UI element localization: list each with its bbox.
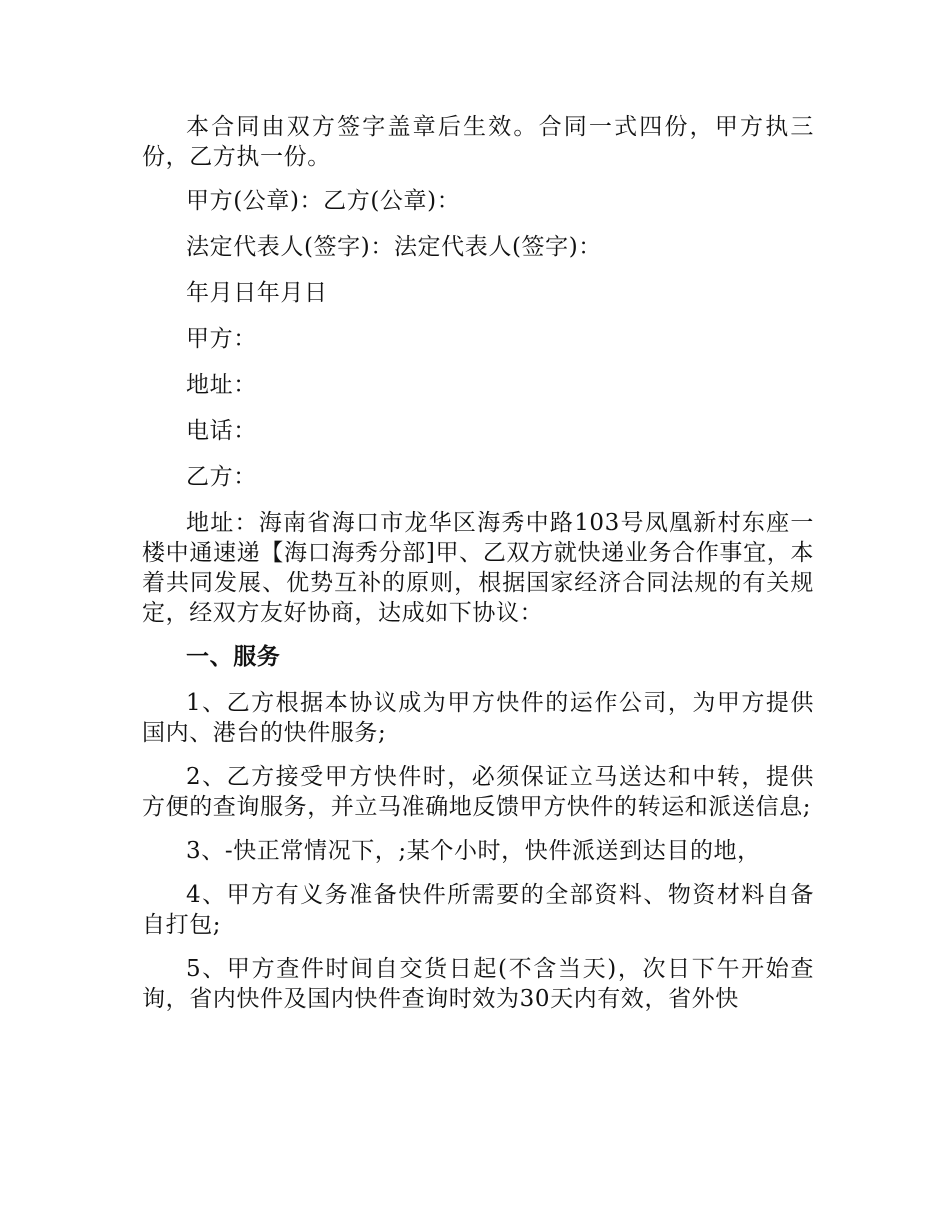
paragraph-date: 年月日年月日 <box>186 280 328 306</box>
paragraph-effect: 本合同由双方签字盖章后生效。合同一式四份，甲方执三份，乙方执一份。 <box>142 114 814 170</box>
list-item: 3、-快正常情况下，;某个小时，快件派送到达目的地， <box>186 838 761 864</box>
document-page <box>142 112 814 1028</box>
paragraph-phone: 电话： <box>186 418 257 444</box>
paragraph-party-a: 甲方： <box>186 326 257 352</box>
list-item: 4、甲方有义务准备快件所需要的全部资料、物资材料自备自打包; <box>142 882 814 938</box>
list-item: 5、甲方查件时间自交货日起(不含当天)，次日下午开始查询，省内快件及国内快件查询时效为30天内有效，省外快 <box>142 956 814 1012</box>
paragraph-address: 地址： <box>186 372 257 398</box>
paragraph-representative: 法定代表人(签字)：法定代表人(签字)： <box>186 234 602 260</box>
list-item: 1、乙方根据本协议成为甲方快件的运作公司，为甲方提供国内、港台的快件服务; <box>142 690 814 746</box>
list-item: 2、乙方接受甲方快件时，必须保证立马送达和中转，提供方便的查询服务，并立马准确地反馈甲方快件的转运和派送信息; <box>142 764 814 820</box>
section-heading: 一、服务 <box>186 644 281 670</box>
paragraph-intro: 地址：海南省海口市龙华区海秀中路103号凤凰新村东座一楼中通速递【海口海秀分部]甲、乙双方就快递业务合作事宜，本着共同发展、优势互补的原则，根据国家经济合同法规的有关规定，经双方友好协商，达成如下协议： <box>142 510 814 626</box>
paragraph-seal: 甲方(公章)：乙方(公章)： <box>186 188 461 214</box>
paragraph-party-b: 乙方： <box>186 464 257 490</box>
